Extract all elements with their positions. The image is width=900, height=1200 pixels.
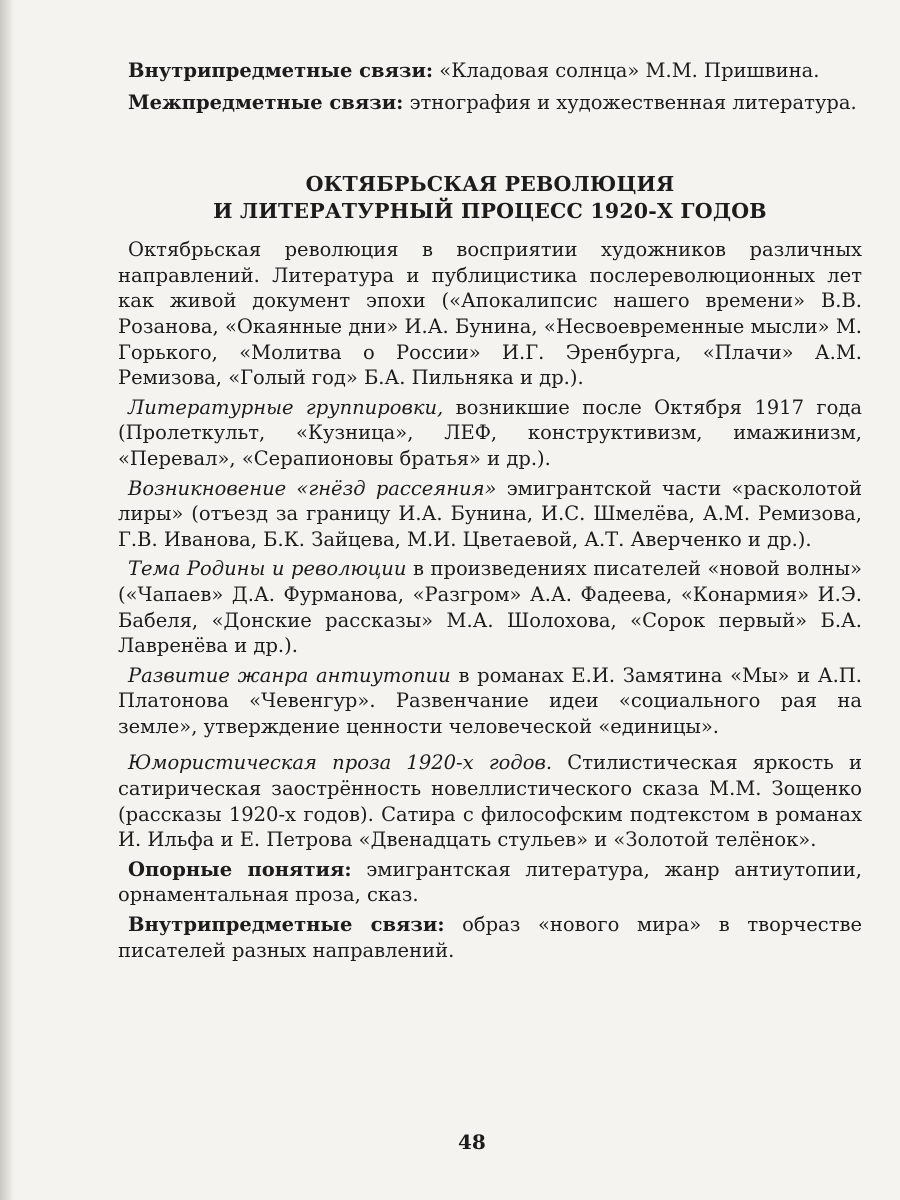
- intro-block: [118, 58, 862, 115]
- internal-links-text: образ «нового мира» в творчестве писателей разных направлений.: [118, 913, 863, 962]
- intro-text-2: этнография и художественная литература.: [403, 90, 857, 114]
- paragraph-internal-links: [118, 912, 862, 963]
- paragraph-emigration-text: эмигрантской части «расколотой лиры» (отъезд за границу И.А. Бунина, И.С. Шмелёва, А.М. Ремизова, Г.В. Иванова, Б.К. Зайцева, М.И. Цветаевой, А.Т. Аверченко и др.).: [118, 476, 862, 551]
- paragraph-humor-lead: Юмористическая проза 1920-х годов.: [128, 751, 553, 775]
- intro-text-1: «Кладовая солнца» М.М. Пришвина.: [433, 59, 820, 82]
- paragraph-homeland-text: в произведениях писателей «новой волны» («Чапаев» Д.А. Фурманова, «Разгром» А.А. Фадеева, «Конармия» И.Э. Бабеля, «Донские рассказы» М.А. Шолохова, «Сорок первый» Б.А. Лавренёва и др.).: [118, 557, 862, 658]
- paragraph-antiutopia-text: в романах Е.И. Замятина «Мы» и А.П. Платонова «Чевенгур». Развенчание идеи «социального рая на земле», утверждение ценности человеческой «единицы».: [118, 663, 862, 738]
- paragraph-revolution: Октябрьская революция в восприятии художников различных направлений. Литература и публицистика послереволюционных лет как живой документ эпохи («Апокалипсис нашего времени» В.В. Розанова, «Окаянные дни» И.А. Бунина, «Несвоевременные мысли» М. Горького, «Молитва о России» И.Г. Эренбурга, «Плачи» А.М. Ремизова, «Голый год» Б.А. Пильняка и др.).: [118, 238, 862, 390]
- paragraph-humor-text: Стилистическая яркость и сатирическая заострённость новеллистического сказа М.М. Зощенко (рассказы 1920-х годов). Сатира с философским подтекстом в романах И. Ильфа и Е. Петрова «Двенадцать стульев» и «Золотой телёнок».: [118, 751, 862, 852]
- paragraph-groups-lead: Литературные группировки,: [128, 395, 444, 419]
- paragraph-antiutopia-lead: Развитие жанра антиутопии: [128, 663, 451, 687]
- paragraph-humor: [118, 750, 862, 852]
- paragraph-groups-text: возникшие после Октября 1917 года (Пролеткульт, «Кузница», ЛЕФ, конструктивизм, имажинизм, «Перевал», «Серапионовы братья» и др.).: [118, 395, 862, 470]
- section-title-line-2: И ЛИТЕРАТУРНЫЙ ПРОЦЕСС 1920-Х ГОДОВ: [213, 199, 767, 224]
- key-concepts-text: эмигрантская литература, жанр антиутопии, орнаментальная проза, сказ.: [118, 857, 862, 907]
- paragraph-homeland-lead: Тема Родины и революции: [128, 557, 407, 581]
- intro-paragraph-2: [118, 90, 862, 116]
- page-number: 48: [458, 1130, 486, 1154]
- paragraph-emigration-lead: Возникновение «гнёзд рассеяния»: [128, 476, 497, 500]
- paragraph-antiutopia: [118, 663, 862, 740]
- internal-links-label: Внутрипредметные связи:: [128, 913, 445, 937]
- section-title: [118, 171, 862, 225]
- section-title-line-1: ОКТЯБРЬСКАЯ РЕВОЛЮЦИЯ: [305, 172, 675, 197]
- intro-label-2: Межпредметные связи:: [128, 90, 404, 114]
- page-binding-shadow: [0, 0, 14, 1200]
- paragraph-groups: [118, 395, 862, 472]
- key-concepts-label: Опорные понятия:: [128, 857, 352, 881]
- section-body: [118, 237, 862, 963]
- paragraph-emigration: [118, 476, 862, 553]
- intro-label-1: Внутрипредметные связи:: [128, 59, 434, 82]
- intro-paragraph-1: [118, 58, 862, 84]
- paragraph-key-concepts: [118, 857, 862, 908]
- paragraph-homeland: [118, 556, 862, 658]
